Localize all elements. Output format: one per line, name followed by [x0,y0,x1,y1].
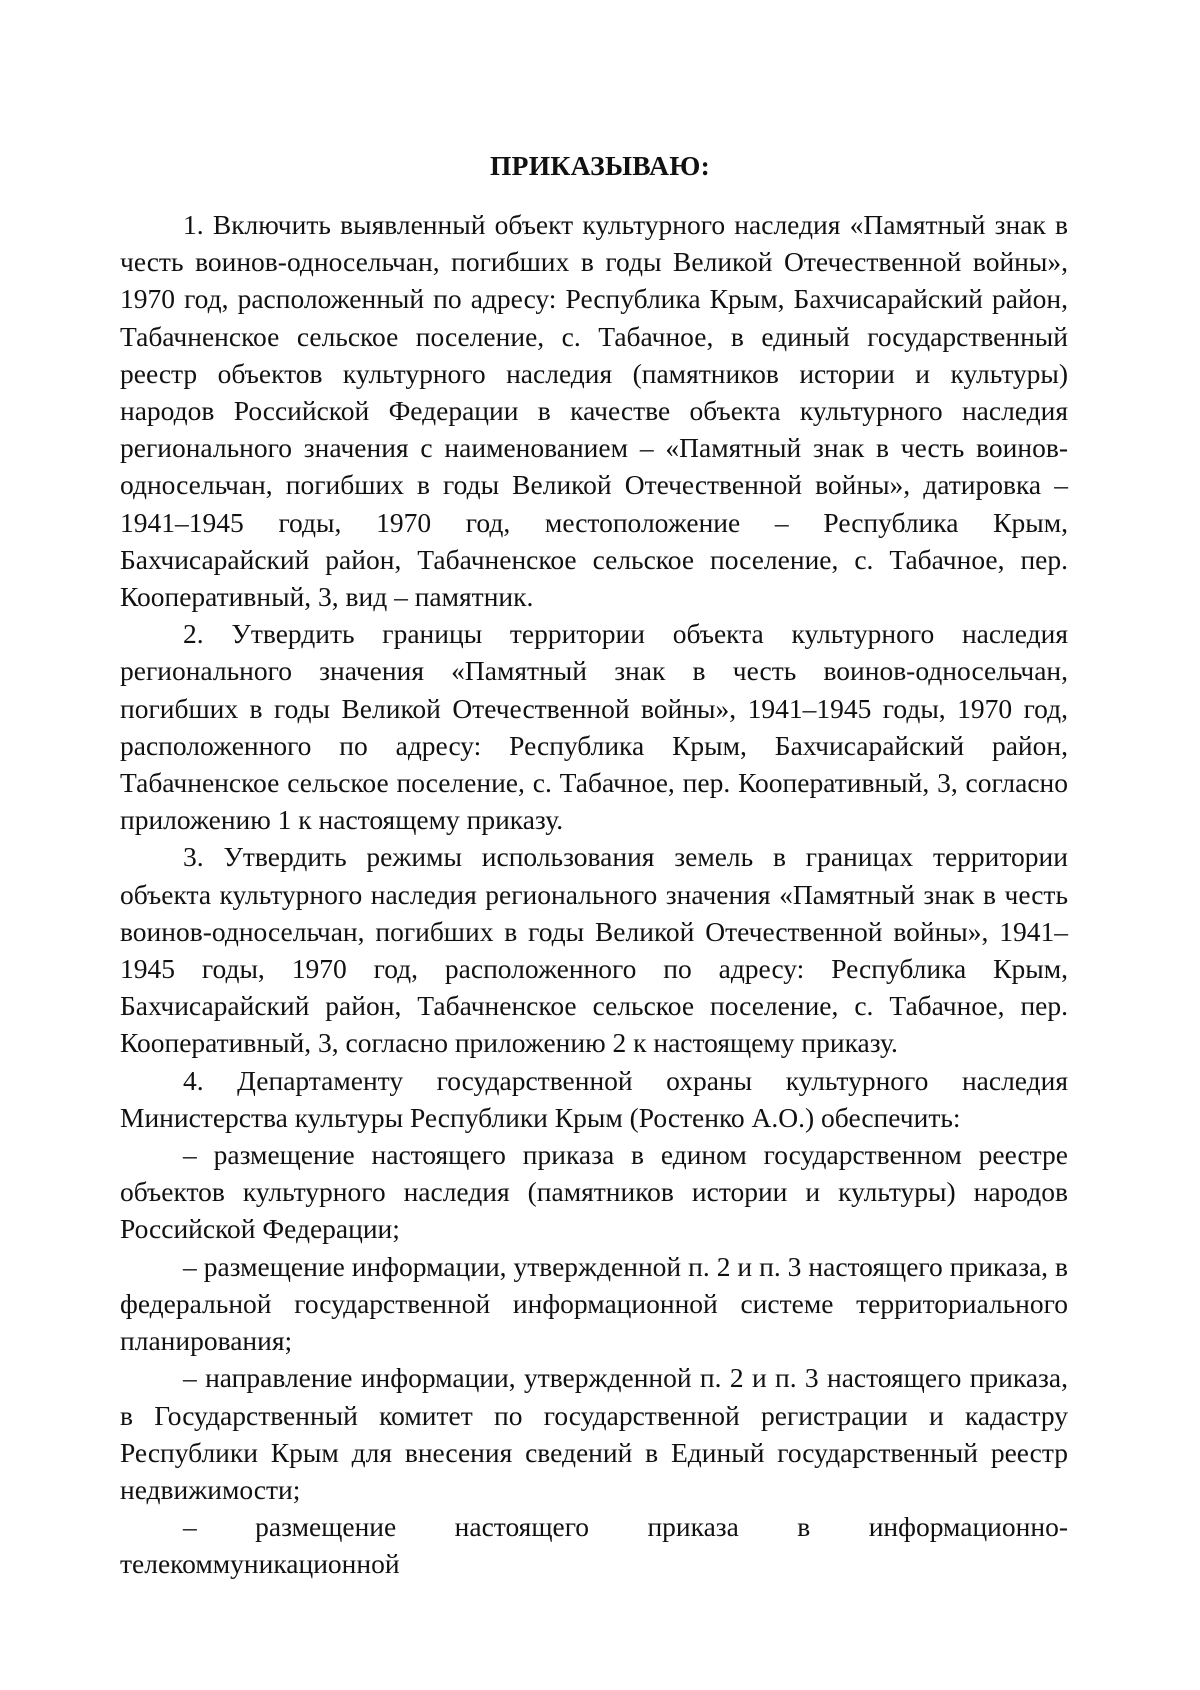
order-heading: ПРИКАЗЫВАЮ: [489,150,711,181]
paragraph-item-1: 1. Включить выявленный объект культурного наследия «Памятный знак в честь воинов-односельчан, погибших в годы Великой Отечественной войны», 1970 год, расположенный по адресу: Республика Крым, Бахчисарайский район, Табачненское сельское поселение, с. Табачное, в единый государственный реестр объектов культурного наследия (памятников истории и культуры) народов Российской Федерации в качестве объекта культурного наследия регионального значения с наименованием – «Памятный знак в честь воинов-односельчан, погибших в годы Великой Отечественной войны», датировка – 1941–1945 годы, 1970 год, местоположение – Республика Крым, Бахчисарайский район, Табачненское сельское поселение, с. Табачное, пер. Кооперативный, 3, вид – памятник. [120,209,1068,613]
paragraph-item-2: 2. Утвердить границы территории объекта культурного наследия регионального значения «Памятный знак в честь воинов-односельчан, погибших в годы Великой Отечественной войны», 1941–1945 годы, 1970 год, расположенного по адресу: Республика Крым, Бахчисарайский район, Табачненское сельское поселение, с. Табачное, пер. Кооперативный, 3, согласно приложению 1 к настоящему приказу. [120,618,1068,836]
paragraph-subitem-fgis: – размещение информации, утвержденной п. 2 и п. 3 настоящего приказа, в федеральной государственной информационной системе территориального планирования; [120,1250,1068,1357]
paragraph-subitem-registry: – размещение настоящего приказа в едином государственном реестре объектов культурного наследия (памятников истории и культуры) народов Российской Федерации; [120,1139,1068,1245]
paragraph-item-3: 3. Утвердить режимы использования земель в границах территории объекта культурного наследия регионального значения «Памятный знак в честь воинов-односельчан, погибших в годы Великой Отечественной войны», 1941–1945 годы, 1970 год, расположенного по адресу: Республика Крым, Бахчисарайский район, Табачненское сельское поселение, с. Табачное, пер. Кооперативный, 3, согласно приложению 2 к настоящему приказу. [120,841,1068,1059]
paragraph-item-4: 4. Департаменту государственной охраны культурного наследия Министерства культуры Республики Крым (Ростенко А.О.) обеспечить: [120,1064,1068,1133]
paragraph-subitem-publication: – размещение настоящего приказа в информационно-телекоммуникационной [120,1511,1068,1580]
document-body [120,206,1068,1583]
paragraph-subitem-cadastre: – направление информации, утвержденной п. 2 и п. 3 настоящего приказа, в Государственный комитет по государственной регистрации и кадастру Республики Крым для внесения сведений в Единый государственный реестр недвижимости; [120,1362,1068,1505]
